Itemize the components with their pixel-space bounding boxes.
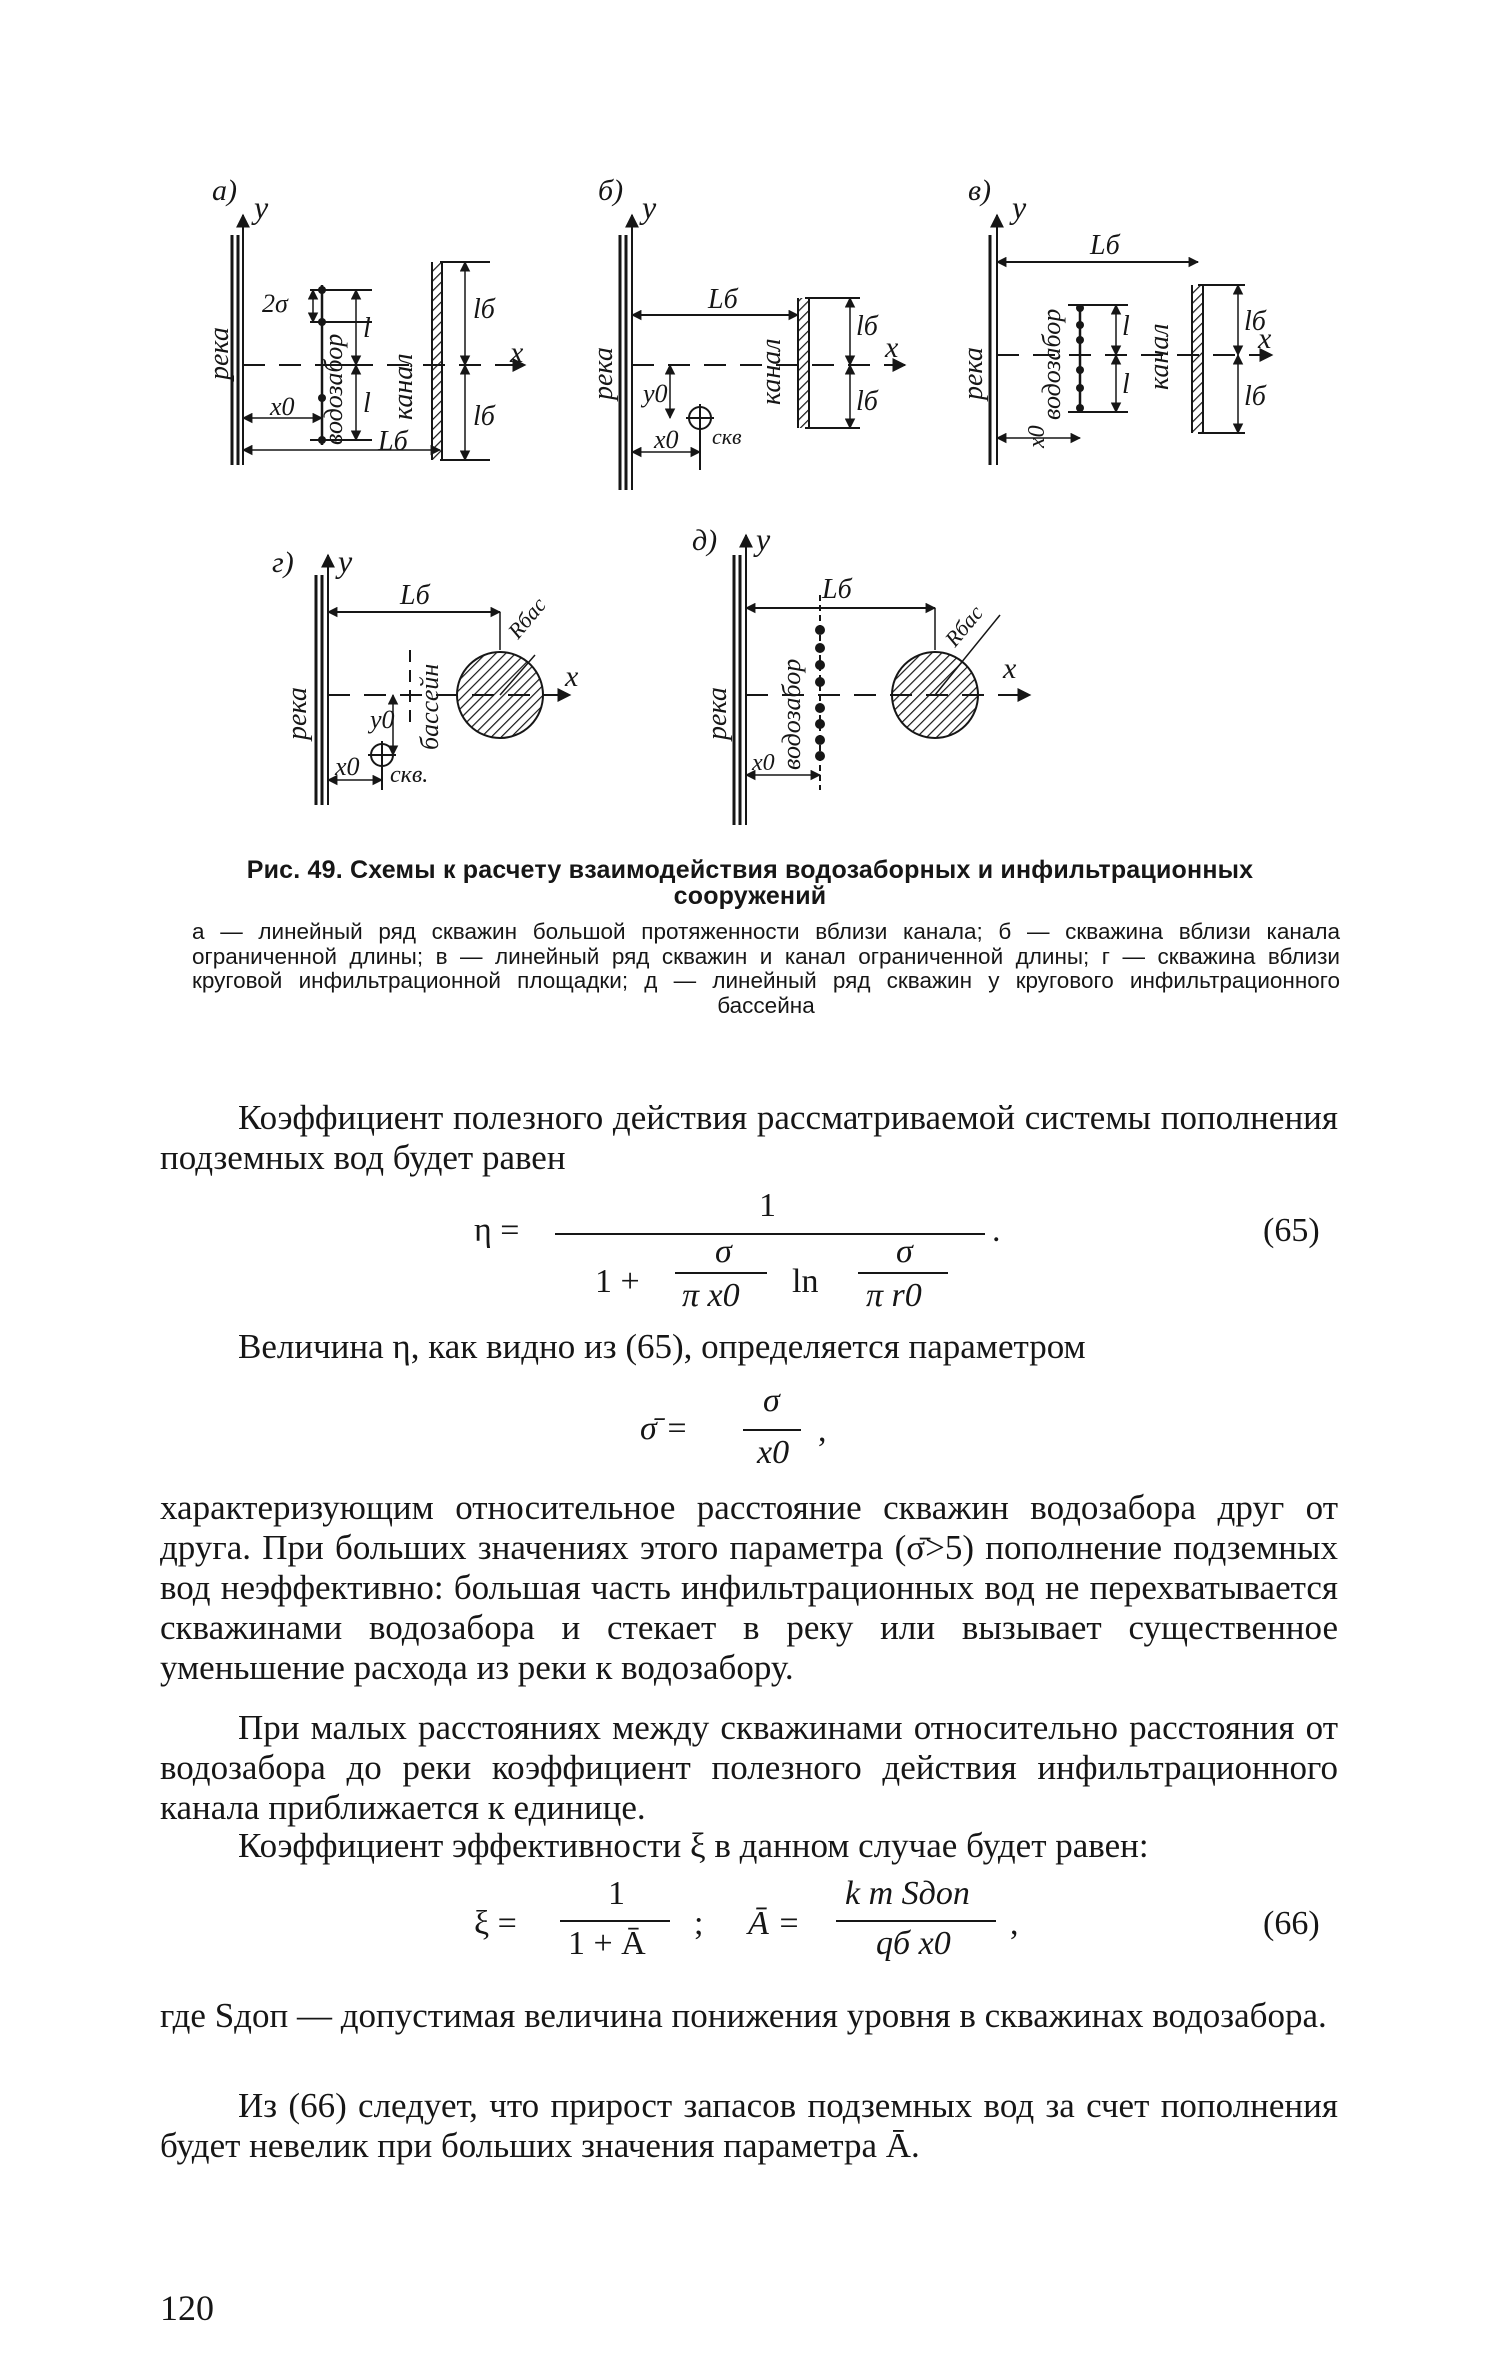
paragraph-1: Коэффициент полезного действия рассматриваемой системы пополнения подземных вод будет равен xyxy=(160,1098,1338,1177)
eq-sigma-bar xyxy=(743,1429,801,1431)
scheme-d-labels xyxy=(272,543,579,788)
scheme-e-intake-label: водозабор xyxy=(777,658,806,770)
scheme-d-x0-label: x0 xyxy=(335,752,360,781)
scheme-b-Lb-label: Lб xyxy=(708,284,738,315)
eq65-f1-denominator: π x0 xyxy=(682,1277,740,1314)
figure-49 xyxy=(0,0,1501,860)
eq66-A-bar xyxy=(836,1920,996,1922)
scheme-b-x-label: x xyxy=(885,331,899,364)
eq-sigma-numerator: σ xyxy=(763,1382,780,1419)
scheme-b-lb-top-label: lб xyxy=(856,311,878,342)
eq66-xi-lhs: ξ = xyxy=(474,1905,517,1942)
scheme-d-basin-label: бассейн xyxy=(415,663,444,750)
scheme-b-y0-label: y0 xyxy=(643,379,668,408)
scheme-e-R-label: Rбас xyxy=(939,600,988,652)
eq-sigma-lhs: σ̄ = xyxy=(640,1410,689,1447)
scheme-d-y-label: y xyxy=(338,543,353,579)
figure-schemes-svg xyxy=(0,0,1501,860)
scheme-a-x0-label: x0 xyxy=(270,392,295,421)
scheme-a-l-bottom-label: l xyxy=(363,388,371,419)
scheme-a-labels xyxy=(204,174,524,457)
scheme-c-tag: в) xyxy=(968,174,992,207)
eq65-one-plus: 1 + xyxy=(595,1263,640,1300)
scheme-d-Lb-label: Lб xyxy=(400,580,430,611)
scheme-d-R-label: Rбас xyxy=(502,592,551,644)
paragraph-7: Из (66) следует, что прирост запасов подземных вод за счет пополнения будет невелик при больших значения параметра Ā. xyxy=(160,2086,1338,2165)
scheme-c-lb-bottom-label: lб xyxy=(1244,381,1266,412)
eq66-A-denominator: qб x0 xyxy=(876,1925,951,1962)
paragraph-5: Коэффициент эффективности ξ в данном случае будет равен: xyxy=(238,1826,1149,1865)
scheme-a-l-top-label: l xyxy=(363,313,371,344)
eq66-A-numerator: k m Sдоп xyxy=(845,1875,970,1912)
scheme-a-y-label: y xyxy=(254,189,269,225)
scheme-c-x0-label: x0 xyxy=(1024,425,1050,448)
eq66-number: (66) xyxy=(1263,1905,1320,1942)
eq65-numerator: 1 xyxy=(759,1187,776,1224)
scheme-d-well-label: скв. xyxy=(390,762,429,788)
eq65-f2-bar xyxy=(858,1272,948,1274)
paragraph-4: При малых расстояниях между скважинами относительно расстояния от водозабора до реки коэффициент полезного действия инфильтрационного канала приближается к единице. xyxy=(160,1708,1338,1827)
eq65-main-bar xyxy=(555,1233,985,1235)
scheme-b-y-label: y xyxy=(642,189,657,225)
scheme-d-y0-label: y0 xyxy=(370,705,395,734)
scheme-e-Lb-label: Lб xyxy=(822,574,852,605)
scheme-b-lb-bottom-label: lб xyxy=(856,386,878,417)
scheme-a-2sigma-label: 2σ xyxy=(262,289,288,318)
eq-sigma-denominator: x0 xyxy=(757,1434,790,1471)
scheme-b-tag: б) xyxy=(598,174,624,207)
scheme-a-x-label: x xyxy=(510,336,524,369)
eq65-ln: ln xyxy=(792,1263,819,1300)
scheme-e-river-label: река xyxy=(702,687,733,740)
eq65-dot: . xyxy=(992,1212,1001,1249)
scheme-c-intake-label: водозабор xyxy=(1037,308,1066,420)
scheme-e-x-label: x xyxy=(1003,652,1017,685)
scheme-b-well-label: скв xyxy=(712,424,742,449)
eq66-xi-bar xyxy=(560,1920,670,1922)
eq65-f2-denominator: π r0 xyxy=(866,1277,922,1314)
scheme-c-y-label: y xyxy=(1012,189,1027,225)
paragraph-2: Величина η, как видно из (65), определяется параметром xyxy=(238,1327,1086,1366)
scheme-d-tag: г) xyxy=(272,546,294,579)
figure-legend: а — линейный ряд скважин большой протяженности вблизи канала; б — скважина вблизи канала ограниченной длины; в — линейный ряд скважин и канал ограниченной длины; г — скважина вблизи круговой инфильтрационной площадки; д — линейный ряд скважин у кругового инфильтрационного бассейна xyxy=(192,919,1340,1018)
eq66-xi-denominator: 1 + Ā xyxy=(568,1925,646,1962)
eq66-comma: , xyxy=(1010,1905,1019,1942)
scheme-c-l-bottom-label: l xyxy=(1122,369,1130,400)
scheme-a-lb-top-label: lб xyxy=(473,294,495,325)
paragraph-3: характеризующим относительное расстояние скважин водозабора друг от друга. При больших значениях этого параметра (σ̄>5) пополнение подземных вод неэффективно: большая часть инфильтрационных вод не перехватывается скважинами водозабора и стекает в реку или вызывает существенное уменьшение расхода из реки к водозабору. xyxy=(160,1488,1338,1687)
eq66-xi-numerator: 1 xyxy=(608,1875,625,1912)
figure-caption-line2: сооружений xyxy=(673,882,827,910)
scheme-a-tag: а) xyxy=(212,174,237,207)
eq65-f2-numerator: σ xyxy=(896,1233,913,1270)
eq66-A-lhs: Ā = xyxy=(748,1905,801,1942)
figure-caption-line1: Рис. 49. Схемы к расчету взаимодействия водозаборных и инфильтрационных xyxy=(246,856,1254,884)
scheme-a-canal-label: канал xyxy=(388,353,419,420)
eq65-lhs: η = xyxy=(474,1212,520,1249)
scheme-c-x-label: x xyxy=(1258,322,1272,355)
paragraph-6: где Sдоп — допустимая величина понижения уровня в скважинах водозабора. xyxy=(160,1996,1327,2035)
scheme-e-x0-label: x0 xyxy=(752,750,775,776)
scheme-c-lb-top-label: lб xyxy=(1244,306,1266,337)
eq65-f1-numerator: σ xyxy=(715,1233,732,1270)
scheme-c-Lb-label: Lб xyxy=(1090,230,1120,261)
scheme-e-y-label: y xyxy=(756,521,771,557)
scheme-d-x-label: x xyxy=(565,660,579,693)
scheme-b-x0-label: x0 xyxy=(654,425,679,454)
scheme-c-l-top-label: l xyxy=(1122,311,1130,342)
scheme-a-river-label: река xyxy=(204,327,235,380)
eq65-f1-bar xyxy=(675,1272,767,1274)
scheme-a-intake-label: водозабор xyxy=(319,333,348,445)
scheme-e-tag: д) xyxy=(692,524,718,557)
eq66-separator: ; xyxy=(694,1905,704,1942)
scheme-b-canal-label: канал xyxy=(756,338,787,405)
scheme-d-river-label: река xyxy=(282,687,313,740)
eq-sigma-comma: , xyxy=(818,1412,827,1449)
scheme-b-river-label: река xyxy=(588,347,619,400)
scheme-a-Lb-label: Lб xyxy=(378,426,408,457)
scheme-a-lb-bottom-label: lб xyxy=(473,401,495,432)
eq65-number: (65) xyxy=(1263,1212,1320,1249)
scheme-c-river-label: река xyxy=(958,347,989,400)
scheme-c-canal-label: канал xyxy=(1144,323,1175,390)
scheme-c-labels xyxy=(958,174,1272,449)
page-number: 120 xyxy=(160,2288,214,2328)
